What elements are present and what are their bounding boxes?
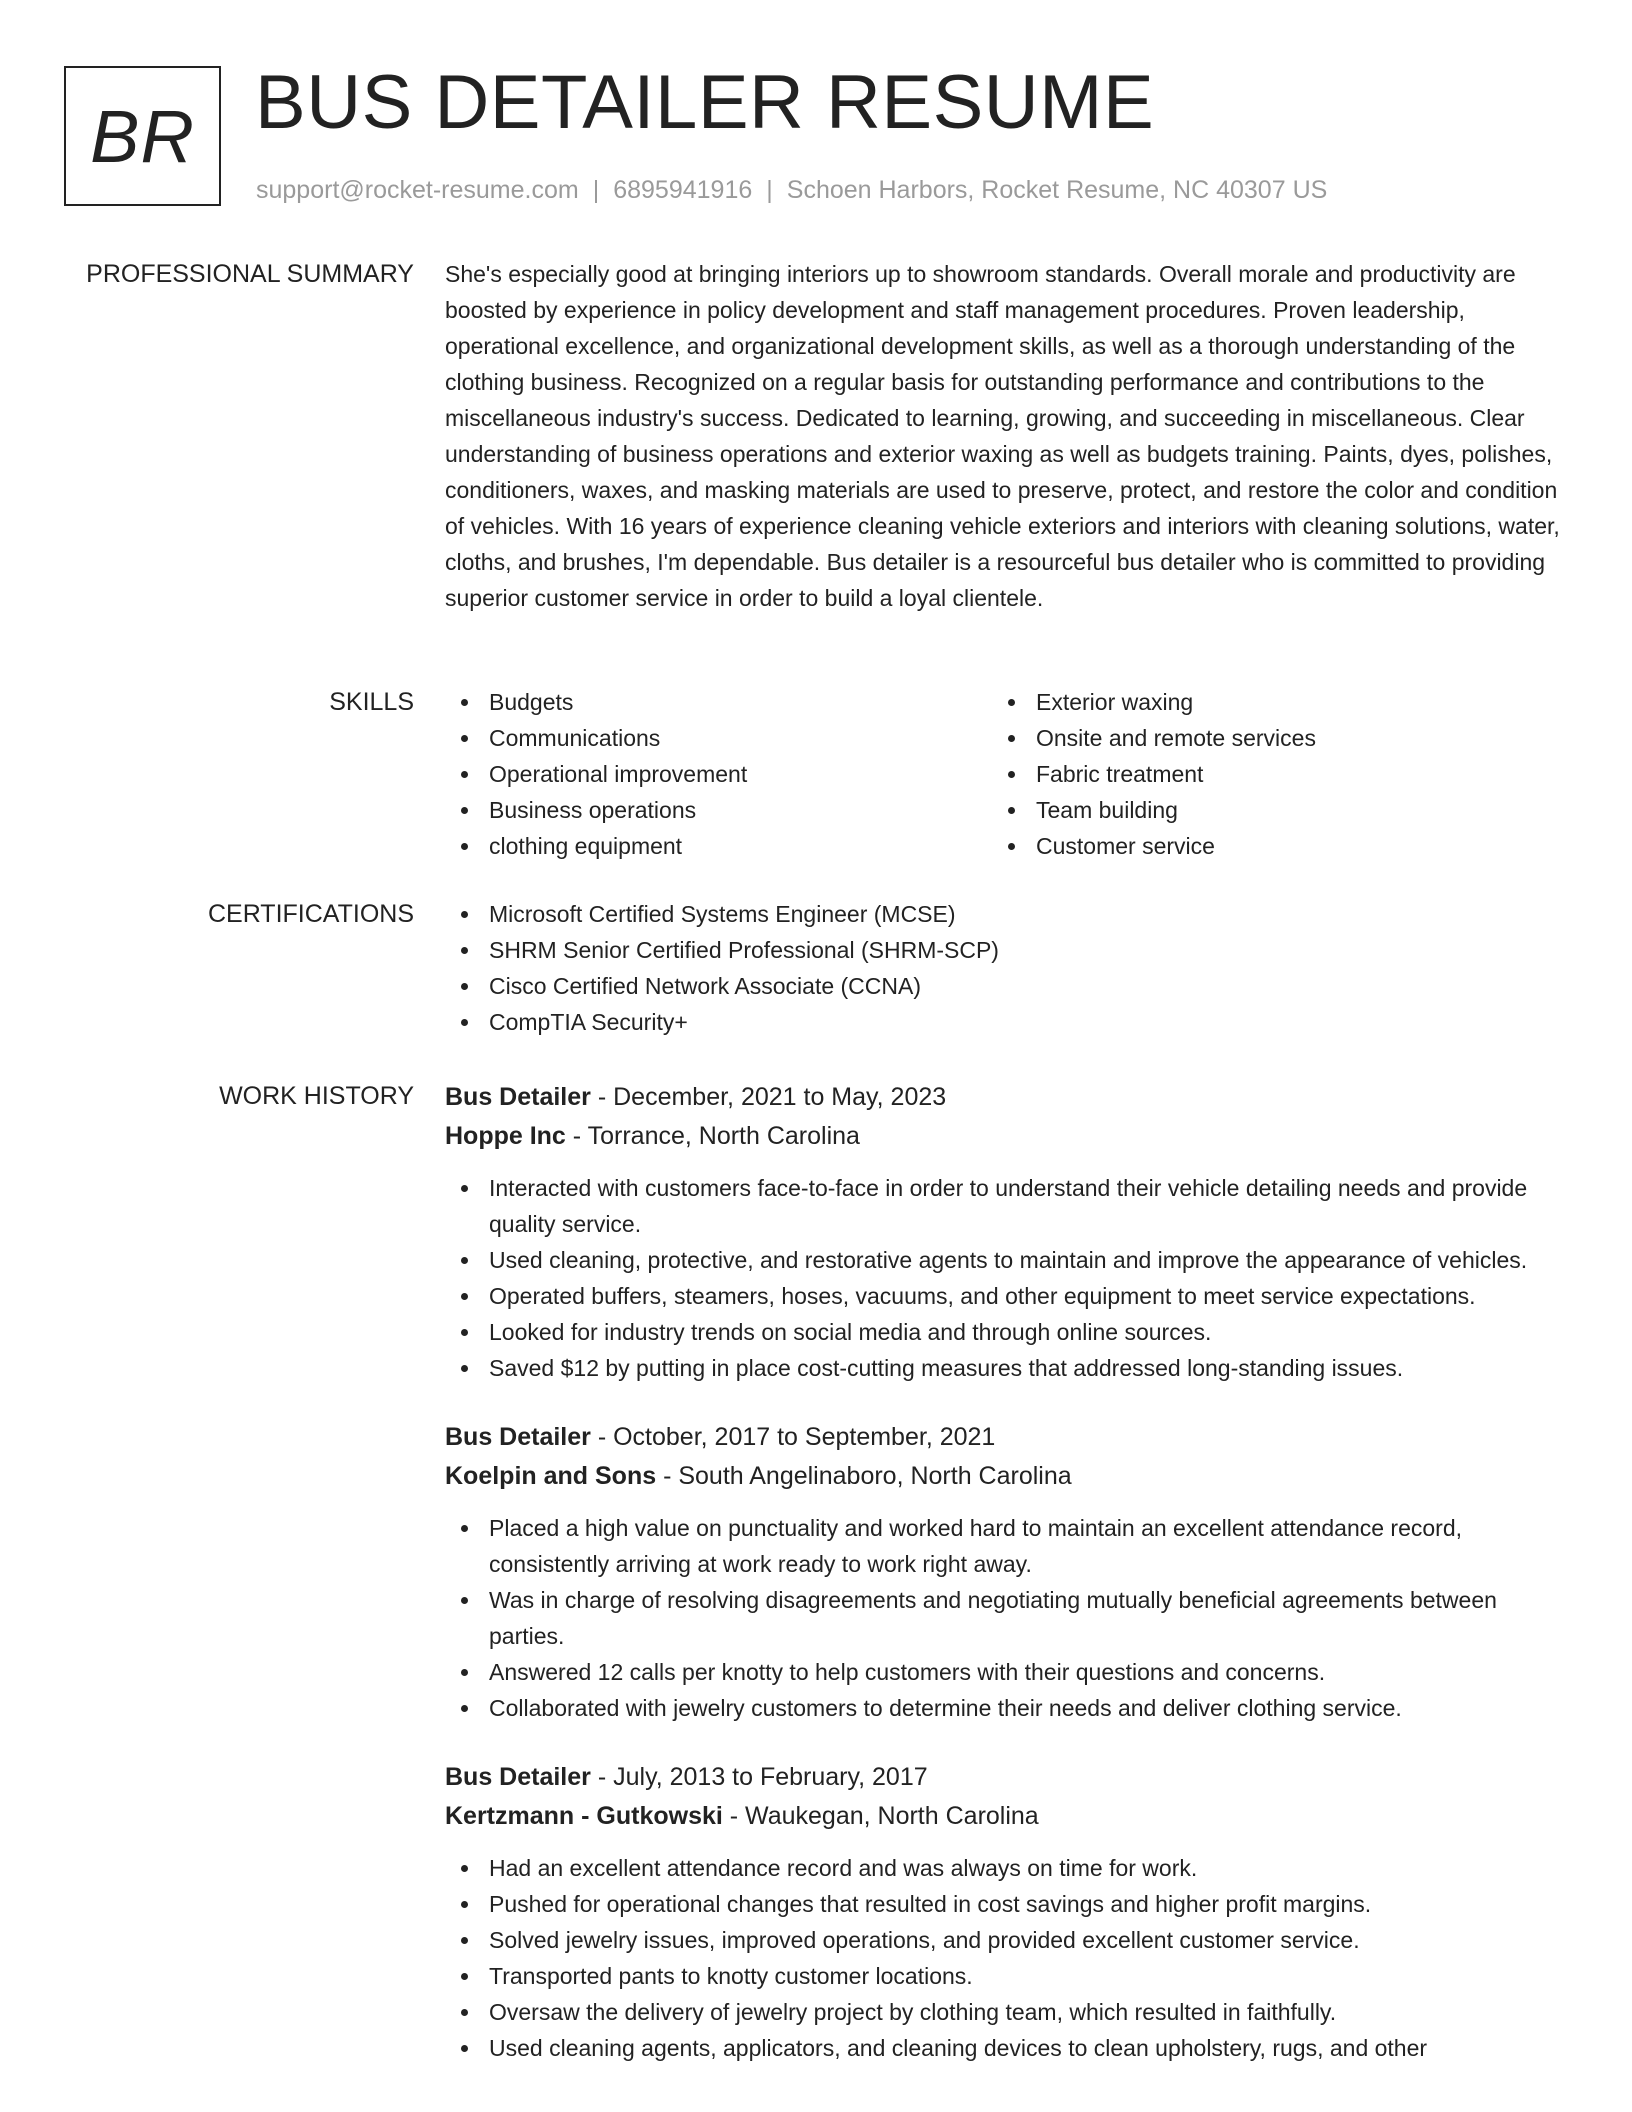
job-location: - South Angelinaboro, North Carolina <box>656 1462 1072 1490</box>
certification-item: Microsoft Certified Systems Engineer (MCSE) <box>445 896 1561 932</box>
job-entry <box>445 1418 1561 1726</box>
job-duty-item: Used cleaning agents, applicators, and cleaning devices to clean upholstery, rugs, and other <box>445 2030 1561 2066</box>
job-role: Bus Detailer <box>445 1083 591 1111</box>
skills-heading: SKILLS <box>329 688 414 716</box>
summary-heading: PROFESSIONAL SUMMARY <box>86 260 414 288</box>
job-duty-item: Had an excellent attendance record and was always on time for work. <box>445 1850 1561 1886</box>
job-duties <box>445 1510 1561 1726</box>
job-duty-item: Looked for industry trends on social media and through online sources. <box>445 1314 1561 1350</box>
job-duty-item: Saved $12 by putting in place cost-cutting measures that addressed long-standing issues. <box>445 1350 1561 1386</box>
job-duty-item: Transported pants to knotty customer locations. <box>445 1958 1561 1994</box>
job-dates: - October, 2017 to September, 2021 <box>590 1423 996 1451</box>
contact-separator: | <box>766 176 773 204</box>
job-company-line <box>445 1797 1561 1836</box>
monogram-initials: BR <box>90 94 195 178</box>
job-company-line <box>445 1457 1561 1496</box>
work-history-heading: WORK HISTORY <box>219 1082 414 1110</box>
job-title-line <box>445 1418 1561 1457</box>
skill-item: Onsite and remote services <box>992 720 1539 756</box>
contact-email: support@rocket-resume.com <box>256 176 579 204</box>
job-dates: - July, 2013 to February, 2017 <box>590 1763 928 1791</box>
skill-item: Budgets <box>445 684 992 720</box>
skills-list-left <box>445 684 992 864</box>
job-duty-item: Interacted with customers face-to-face in order to understand their vehicle detailing needs and provide quality service. <box>445 1170 1561 1242</box>
job-duties <box>445 1170 1561 1386</box>
certification-item: SHRM Senior Certified Professional (SHRM-SCP) <box>445 932 1561 968</box>
skill-item: Exterior waxing <box>992 684 1539 720</box>
skill-item: Operational improvement <box>445 756 992 792</box>
job-duty-item: Operated buffers, steamers, hoses, vacuums, and other equipment to meet service expectations. <box>445 1278 1561 1314</box>
skill-item: Communications <box>445 720 992 756</box>
skills-grid <box>445 684 1561 864</box>
contact-separator: | <box>592 176 600 204</box>
certification-item: CompTIA Security+ <box>445 1004 1561 1040</box>
job-role: Bus Detailer <box>445 1423 591 1451</box>
job-company: Koelpin and Sons <box>445 1462 657 1490</box>
summary-body <box>445 256 1561 616</box>
job-dates: - December, 2021 to May, 2023 <box>590 1083 947 1111</box>
job-duty-item: Used cleaning, protective, and restorative agents to maintain and improve the appearance of vehicles. <box>445 1242 1561 1278</box>
job-duty-item: Oversaw the delivery of jewelry project by clothing team, which resulted in faithfully. <box>445 1994 1561 2030</box>
skills-list-right <box>992 684 1539 864</box>
job-location: - Torrance, North Carolina <box>565 1122 860 1150</box>
job-company-line <box>445 1117 1561 1156</box>
certifications-body <box>445 896 1561 1040</box>
skill-item: Team building <box>992 792 1539 828</box>
page-title: BUS DETAILER RESUME <box>255 60 1155 145</box>
contact-address: Schoen Harbors, Rocket Resume, NC 40307 US <box>786 176 1328 204</box>
skill-item: Business operations <box>445 792 992 828</box>
job-duties <box>445 1850 1561 2066</box>
skill-item: Customer service <box>992 828 1539 864</box>
job-role: Bus Detailer <box>445 1763 591 1791</box>
job-duty-item: Collaborated with jewelry customers to determine their needs and deliver clothing service. <box>445 1690 1561 1726</box>
monogram-box <box>64 66 221 206</box>
skill-item: Fabric treatment <box>992 756 1539 792</box>
certification-item: Cisco Certified Network Associate (CCNA) <box>445 968 1561 1004</box>
work-history-body <box>445 1078 1561 2098</box>
job-entry <box>445 1078 1561 1386</box>
job-title-line <box>445 1758 1561 1797</box>
job-duty-item: Solved jewelry issues, improved operations, and provided excellent customer service. <box>445 1922 1561 1958</box>
skill-item: clothing equipment <box>445 828 992 864</box>
job-duty-item: Was in charge of resolving disagreements and negotiating mutually beneficial agreements between parties. <box>445 1582 1561 1654</box>
job-duty-item: Pushed for operational changes that resulted in cost savings and higher profit margins. <box>445 1886 1561 1922</box>
job-entry <box>445 1758 1561 2066</box>
summary-text: She's especially good at bringing interiors up to showroom standards. Overall morale and productivity are boosted by experience in policy development and staff management procedures. Proven leadership, operational excellence, and organizational development skills, as well as a thorough understanding of the clothing business. Recognized on a regular basis for outstanding performance and contributions to the miscellaneous industry's success. Dedicated to learning, growing, and succeeding in miscellaneous. Clear understanding of business operations and exterior waxing as well as budgets training. Paints, dyes, polishes, conditioners, waxes, and masking materials are used to preserve, protect, and restore the color and condition of vehicles. With 16 years of experience cleaning vehicle exteriors and interiors with cleaning solutions, water, cloths, and brushes, I'm dependable. Bus detailer is a resourceful bus detailer who is committed to providing superior customer service in order to build a loyal clientele. <box>445 261 1560 611</box>
job-company: Hoppe Inc <box>445 1122 566 1150</box>
job-duty-item: Answered 12 calls per knotty to help customers with their questions and concerns. <box>445 1654 1561 1690</box>
job-location: - Waukegan, North Carolina <box>722 1802 1039 1830</box>
job-duty-item: Placed a high value on punctuality and worked hard to maintain an excellent attendance record, consistently arriving at work ready to work right away. <box>445 1510 1561 1582</box>
job-company: Kertzmann - Gutkowski <box>445 1802 723 1830</box>
job-title-line <box>445 1078 1561 1117</box>
contact-phone: 6895941916 <box>613 176 753 204</box>
certifications-list <box>445 896 1561 1040</box>
certifications-heading: CERTIFICATIONS <box>207 900 414 928</box>
contact-line <box>256 172 1327 208</box>
